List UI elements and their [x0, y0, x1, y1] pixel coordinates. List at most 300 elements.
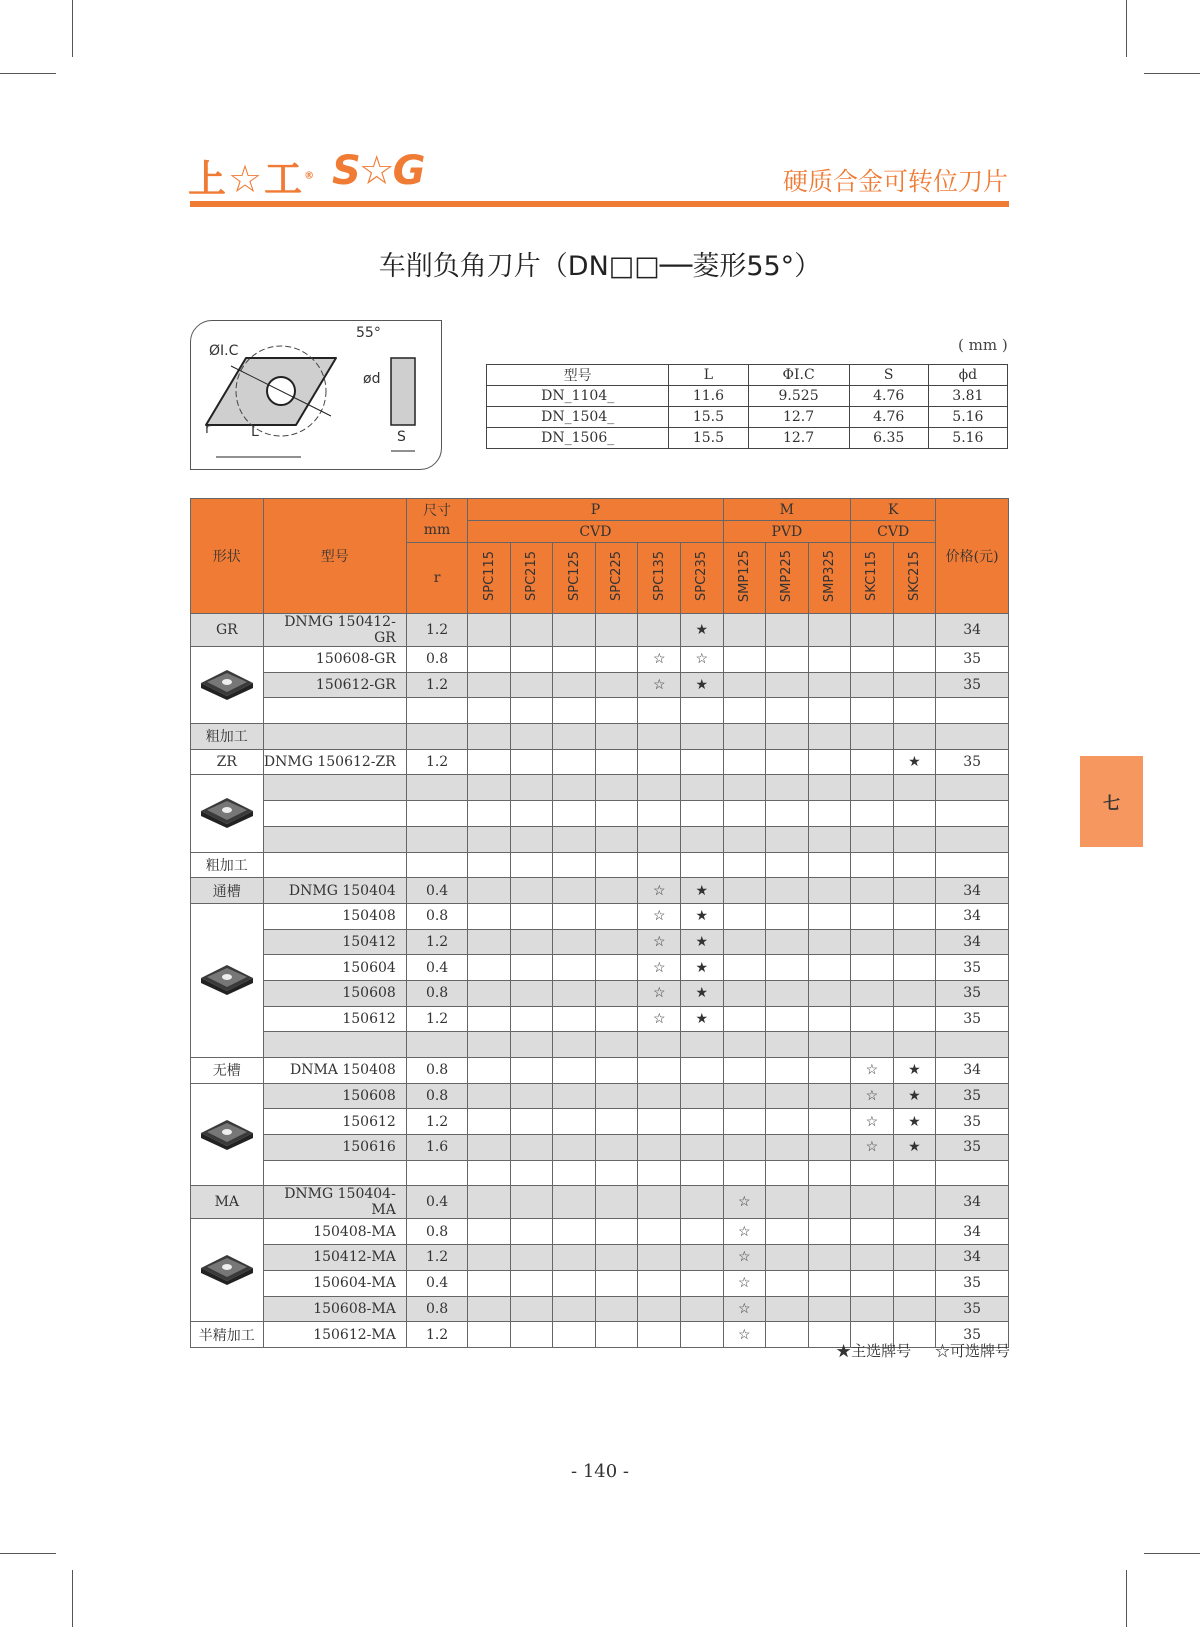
grade-label: SKC115 [864, 551, 880, 601]
grade-mark-cell [553, 1322, 596, 1348]
price-cell: 34 [936, 1245, 1009, 1271]
grade-mark-cell [851, 1296, 894, 1322]
grade-label: SKC215 [906, 551, 922, 601]
grade-mark-cell [595, 1270, 638, 1296]
shape-cell: 粗加工 [191, 724, 264, 750]
grade-mark-cell [680, 1058, 723, 1084]
grade-mark-cell [553, 1058, 596, 1084]
grade-mark-cell [851, 903, 894, 929]
grade-mark-cell [680, 1245, 723, 1271]
table-row [191, 749, 1009, 775]
grade-mark-cell [851, 980, 894, 1006]
dim-cell: 11.6 [669, 386, 748, 407]
grade-mark-cell [893, 647, 936, 673]
grade-mark-cell [595, 852, 638, 878]
grade-mark-cell [808, 903, 851, 929]
price-cell: 35 [936, 1109, 1009, 1135]
table-row [191, 614, 1009, 647]
grade-mark-cell [766, 955, 809, 981]
grade-mark-cell [808, 1186, 851, 1219]
grade-mark-cell: ☆ [851, 1109, 894, 1135]
grade-mark-cell [553, 1296, 596, 1322]
header-divider [190, 201, 1009, 207]
grade-mark-cell [510, 852, 553, 878]
model-cell: 150612 [263, 1109, 406, 1135]
grade-mark-cell [766, 903, 809, 929]
radius-cell [406, 801, 468, 827]
grade-mark-cell [595, 1032, 638, 1058]
grade-mark-cell: ☆ [638, 672, 681, 698]
grade-mark-cell [595, 980, 638, 1006]
grade-mark-cell [808, 1270, 851, 1296]
grade-mark-cell [680, 1186, 723, 1219]
price-cell: 35 [936, 1135, 1009, 1161]
grade-mark-cell [638, 614, 681, 647]
insert-shape-icon [197, 1251, 257, 1285]
grade-mark-cell [468, 724, 511, 750]
grade-mark-cell [468, 1083, 511, 1109]
grade-mark-cell [766, 1160, 809, 1186]
grade-mark-cell [766, 1245, 809, 1271]
grade-mark-cell [723, 614, 766, 647]
grade-mark-cell [680, 1109, 723, 1135]
legend-optional: ☆可选牌号 [934, 1342, 1010, 1360]
grade-mark-cell [893, 852, 936, 878]
grade-mark-cell [766, 1270, 809, 1296]
dim-header-cell: L [669, 365, 748, 386]
price-cell: 35 [936, 1006, 1009, 1032]
grade-mark-cell [595, 1296, 638, 1322]
grade-mark-cell: ★ [680, 929, 723, 955]
price-cell: 34 [936, 929, 1009, 955]
price-cell: 34 [936, 903, 1009, 929]
grade-mark-cell [510, 1322, 553, 1348]
grade-mark-cell: ☆ [851, 1135, 894, 1161]
size-unit: mm [423, 521, 451, 538]
grade-mark-cell [808, 647, 851, 673]
grade-mark-cell [468, 903, 511, 929]
grade-mark-cell [553, 1083, 596, 1109]
table-row [191, 698, 1009, 724]
radius-cell [406, 775, 468, 801]
dim-cell: DN_1504_ [487, 407, 669, 428]
grade-mark-cell: ★ [893, 749, 936, 775]
radius-cell: 0.8 [406, 980, 468, 1006]
grade-mark-cell [766, 1083, 809, 1109]
grade-mark-cell [638, 1135, 681, 1161]
grade-mark-cell [510, 724, 553, 750]
insert-diagram [190, 320, 442, 470]
dim-cell: 4.76 [849, 407, 928, 428]
grade-mark-cell [851, 1160, 894, 1186]
grade-mark-cell [723, 826, 766, 852]
grade-mark-cell [851, 775, 894, 801]
grade-mark-cell [553, 672, 596, 698]
grade-mark-cell: ★ [680, 980, 723, 1006]
grade-mark-cell [638, 1322, 681, 1348]
grade-mark-cell [893, 672, 936, 698]
grade-mark-cell [808, 1032, 851, 1058]
grade-mark-cell [595, 1160, 638, 1186]
grade-mark-cell [510, 903, 553, 929]
dim-cell: 5.16 [928, 407, 1007, 428]
grade-label: SPC125 [566, 551, 582, 601]
insert-shape-icon [197, 1116, 257, 1150]
grade-mark-cell: ☆ [638, 647, 681, 673]
dim-header-cell: ϕd [928, 365, 1007, 386]
dim-row [487, 407, 1008, 428]
radius-cell: 1.2 [406, 1109, 468, 1135]
grade-mark-cell [510, 955, 553, 981]
grade-mark-cell [553, 1245, 596, 1271]
grade-mark-cell [638, 1160, 681, 1186]
legend-primary: ★主选牌号 [836, 1342, 912, 1360]
grade-mark-cell [510, 801, 553, 827]
grade-mark-cell [468, 1006, 511, 1032]
size-header [406, 499, 468, 543]
grade-mark-cell [638, 1245, 681, 1271]
grade-mark-cell [468, 1296, 511, 1322]
grade-mark-cell [851, 1006, 894, 1032]
price-cell [936, 801, 1009, 827]
grade-mark-cell: ☆ [680, 647, 723, 673]
grade-mark-cell [723, 647, 766, 673]
grade-mark-cell [638, 1186, 681, 1219]
grade-mark-cell [595, 1109, 638, 1135]
model-cell: 150412 [263, 929, 406, 955]
grade-mark-cell: ☆ [723, 1296, 766, 1322]
dim-header-cell: 型号 [487, 365, 669, 386]
grade-mark-cell [766, 980, 809, 1006]
insert-image-cell [191, 903, 264, 1057]
grade-label: SPC225 [609, 551, 625, 601]
grade-header [893, 543, 936, 614]
grade-mark-cell [468, 775, 511, 801]
grade-mark-cell [595, 903, 638, 929]
grade-label: SMP325 [821, 549, 837, 603]
grade-mark-cell [638, 1270, 681, 1296]
grade-header [638, 543, 681, 614]
radius-cell: 0.8 [406, 1219, 468, 1245]
grade-mark-cell [766, 1135, 809, 1161]
grade-mark-cell [893, 1270, 936, 1296]
model-cell [263, 826, 406, 852]
grade-header [510, 543, 553, 614]
ic-label: ØI.C [209, 343, 239, 359]
radius-cell: 1.2 [406, 929, 468, 955]
grade-mark-cell [553, 801, 596, 827]
grade-mark-cell [553, 1219, 596, 1245]
grade-mark-cell [851, 826, 894, 852]
grade-mark-cell [510, 826, 553, 852]
price-cell: 35 [936, 647, 1009, 673]
table-row [191, 980, 1009, 1006]
radius-cell: 1.2 [406, 1322, 468, 1348]
grade-mark-cell [468, 1032, 511, 1058]
grade-mark-cell [851, 1270, 894, 1296]
grade-mark-cell [468, 614, 511, 647]
grade-mark-cell [510, 672, 553, 698]
grade-label: SPC115 [481, 551, 497, 601]
grade-mark-cell [468, 878, 511, 904]
grade-mark-cell [808, 801, 851, 827]
grade-mark-cell [553, 955, 596, 981]
dim-cell: 15.5 [669, 407, 748, 428]
table-row [191, 1083, 1009, 1109]
grade-mark-cell [510, 1058, 553, 1084]
grade-mark-cell [553, 826, 596, 852]
grade-header [808, 543, 851, 614]
grade-mark-cell [468, 749, 511, 775]
grade-mark-cell [893, 614, 936, 647]
grade-mark-cell [680, 1322, 723, 1348]
grade-mark-cell [468, 1186, 511, 1219]
grade-mark-cell [851, 647, 894, 673]
price-cell [936, 826, 1009, 852]
grade-mark-cell [723, 955, 766, 981]
grade-mark-cell [808, 775, 851, 801]
grade-mark-cell [595, 1245, 638, 1271]
table-row [191, 878, 1009, 904]
dim-cell: 12.7 [748, 407, 849, 428]
table-row [191, 1032, 1009, 1058]
radius-cell [406, 724, 468, 750]
length-label: L [251, 424, 259, 440]
grade-mark-cell [553, 1109, 596, 1135]
grade-mark-cell [851, 698, 894, 724]
grade-mark-cell: ★ [680, 672, 723, 698]
radius-cell: 1.2 [406, 749, 468, 775]
price-cell: 35 [936, 672, 1009, 698]
grade-mark-cell: ★ [680, 903, 723, 929]
dim-header-row [487, 365, 1008, 386]
model-cell: 150608 [263, 1083, 406, 1109]
grade-mark-cell [553, 1032, 596, 1058]
grade-mark-cell [553, 929, 596, 955]
grade-header [766, 543, 809, 614]
grade-mark-cell [851, 614, 894, 647]
radius-cell: 0.8 [406, 903, 468, 929]
grade-mark-cell [893, 775, 936, 801]
grade-mark-cell: ★ [680, 614, 723, 647]
grade-mark-cell: ☆ [638, 903, 681, 929]
crop-mark [0, 1553, 56, 1554]
grade-mark-cell [851, 852, 894, 878]
insert-shape-icon [197, 794, 257, 828]
grade-mark-cell [851, 1219, 894, 1245]
price-cell: 34 [936, 614, 1009, 647]
grade-mark-cell [510, 878, 553, 904]
grade-mark-cell: ☆ [723, 1219, 766, 1245]
grade-mark-cell [723, 929, 766, 955]
insert-image-cell [191, 1219, 264, 1322]
table-row [191, 929, 1009, 955]
chapter-tab[interactable]: 七 [1080, 756, 1143, 847]
grade-mark-cell [723, 698, 766, 724]
grade-mark-cell [553, 775, 596, 801]
grade-mark-cell [468, 980, 511, 1006]
insert-image-cell [191, 775, 264, 852]
grade-mark-cell [595, 614, 638, 647]
grade-mark-cell [893, 1219, 936, 1245]
grade-mark-cell [638, 775, 681, 801]
grade-mark-cell [893, 801, 936, 827]
grade-mark-cell [553, 1135, 596, 1161]
grade-mark-cell [680, 1160, 723, 1186]
grade-mark-cell [893, 1186, 936, 1219]
grade-mark-cell [553, 980, 596, 1006]
radius-cell: 0.4 [406, 878, 468, 904]
page-title: 车削负角刀片（DN□□──菱形55°） [378, 251, 822, 282]
grade-mark-cell [680, 1219, 723, 1245]
table-row [191, 1160, 1009, 1186]
grade-mark-cell [595, 878, 638, 904]
grade-mark-cell [595, 1135, 638, 1161]
insert-shape-icon [197, 961, 257, 995]
grade-label: SMP125 [736, 549, 752, 603]
model-cell [263, 775, 406, 801]
model-cell [263, 1032, 406, 1058]
model-cell: 150608-GR [263, 647, 406, 673]
grade-mark-cell [468, 955, 511, 981]
radius-cell: 0.8 [406, 1058, 468, 1084]
grade-mark-cell [468, 1160, 511, 1186]
grade-mark-cell [723, 1083, 766, 1109]
price-cell [936, 1032, 1009, 1058]
grade-mark-cell [808, 1058, 851, 1084]
grade-mark-cell [553, 698, 596, 724]
grade-mark-cell: ★ [680, 1006, 723, 1032]
crop-mark [1126, 1570, 1127, 1627]
radius-cell: 1.2 [406, 672, 468, 698]
table-row [191, 1270, 1009, 1296]
radius-cell: 0.8 [406, 1296, 468, 1322]
model-cell: DNMG 150404-MA [263, 1186, 406, 1219]
grade-mark-cell [808, 1160, 851, 1186]
dim-header-cell: ΦI.C [748, 365, 849, 386]
grade-mark-cell [510, 1245, 553, 1271]
radius-header: r [406, 543, 468, 614]
shape-cell: ZR [191, 749, 264, 775]
grade-mark-cell [680, 1032, 723, 1058]
table-row [191, 647, 1009, 673]
model-cell [263, 724, 406, 750]
price-cell [936, 775, 1009, 801]
price-cell: 35 [936, 1296, 1009, 1322]
grade-mark-cell [680, 1135, 723, 1161]
grade-mark-cell [723, 852, 766, 878]
grade-label: SPC215 [524, 551, 540, 601]
grade-header [680, 543, 723, 614]
price-cell: 34 [936, 1186, 1009, 1219]
grade-mark-cell [766, 1186, 809, 1219]
grade-mark-cell [553, 1270, 596, 1296]
grade-mark-cell [680, 749, 723, 775]
grade-mark-cell [510, 1270, 553, 1296]
model-cell: DNMG 150404 [263, 878, 406, 904]
grade-mark-cell [638, 826, 681, 852]
table-row [191, 1109, 1009, 1135]
grade-mark-cell [766, 1032, 809, 1058]
grade-mark-cell [510, 1109, 553, 1135]
grade-mark-cell [638, 801, 681, 827]
grade-mark-cell [595, 672, 638, 698]
grade-mark-cell: ★ [680, 878, 723, 904]
grade-mark-cell [766, 1219, 809, 1245]
grade-mark-cell [808, 955, 851, 981]
grade-mark-cell [680, 852, 723, 878]
grade-mark-cell [723, 1109, 766, 1135]
table-row [191, 955, 1009, 981]
radius-cell: 1.6 [406, 1135, 468, 1161]
grade-mark-cell [766, 614, 809, 647]
grade-mark-cell [553, 614, 596, 647]
iso-group-header: M [723, 499, 851, 521]
price-cell: 34 [936, 1058, 1009, 1084]
grade-mark-cell [893, 980, 936, 1006]
shape-cell: 通槽 [191, 878, 264, 904]
grade-mark-cell [808, 826, 851, 852]
model-cell [263, 1160, 406, 1186]
grade-mark-cell [808, 1083, 851, 1109]
table-row [191, 801, 1009, 827]
grade-mark-cell [595, 826, 638, 852]
grade-mark-cell [893, 826, 936, 852]
grade-label: SMP225 [779, 549, 795, 603]
grade-mark-cell [510, 614, 553, 647]
grade-mark-cell [468, 647, 511, 673]
grade-mark-cell [510, 1160, 553, 1186]
dim-cell: 15.5 [669, 428, 748, 449]
grade-mark-cell [893, 1160, 936, 1186]
table-row [191, 903, 1009, 929]
radius-cell: 0.8 [406, 647, 468, 673]
iso-group-header: P [468, 499, 723, 521]
grade-mark-cell [468, 672, 511, 698]
grade-mark-cell [680, 775, 723, 801]
grade-mark-cell [893, 955, 936, 981]
grade-mark-cell [595, 1322, 638, 1348]
dim-cell: DN_1506_ [487, 428, 669, 449]
radius-label: r [205, 421, 211, 437]
radius-cell [406, 1160, 468, 1186]
grade-mark-cell [680, 1083, 723, 1109]
grade-mark-cell [808, 698, 851, 724]
grade-mark-cell [553, 1006, 596, 1032]
dim-cell: 5.16 [928, 428, 1007, 449]
grade-mark-cell [723, 1135, 766, 1161]
grade-mark-cell [468, 1245, 511, 1271]
grade-mark-cell [766, 801, 809, 827]
grade-mark-cell [766, 749, 809, 775]
dim-row [487, 428, 1008, 449]
grade-mark-cell [766, 1006, 809, 1032]
grade-mark-cell [766, 826, 809, 852]
grade-mark-cell [680, 1296, 723, 1322]
table-row [191, 724, 1009, 750]
grade-mark-cell [510, 1135, 553, 1161]
grade-mark-cell [510, 1219, 553, 1245]
grade-mark-cell [510, 698, 553, 724]
price-cell: 35 [936, 1322, 1009, 1348]
model-cell: 150608-MA [263, 1296, 406, 1322]
grade-mark-cell [893, 903, 936, 929]
grade-mark-cell [638, 698, 681, 724]
grade-mark-cell [638, 724, 681, 750]
grade-mark-cell [553, 724, 596, 750]
grade-mark-cell [808, 1109, 851, 1135]
grade-mark-cell: ☆ [638, 980, 681, 1006]
